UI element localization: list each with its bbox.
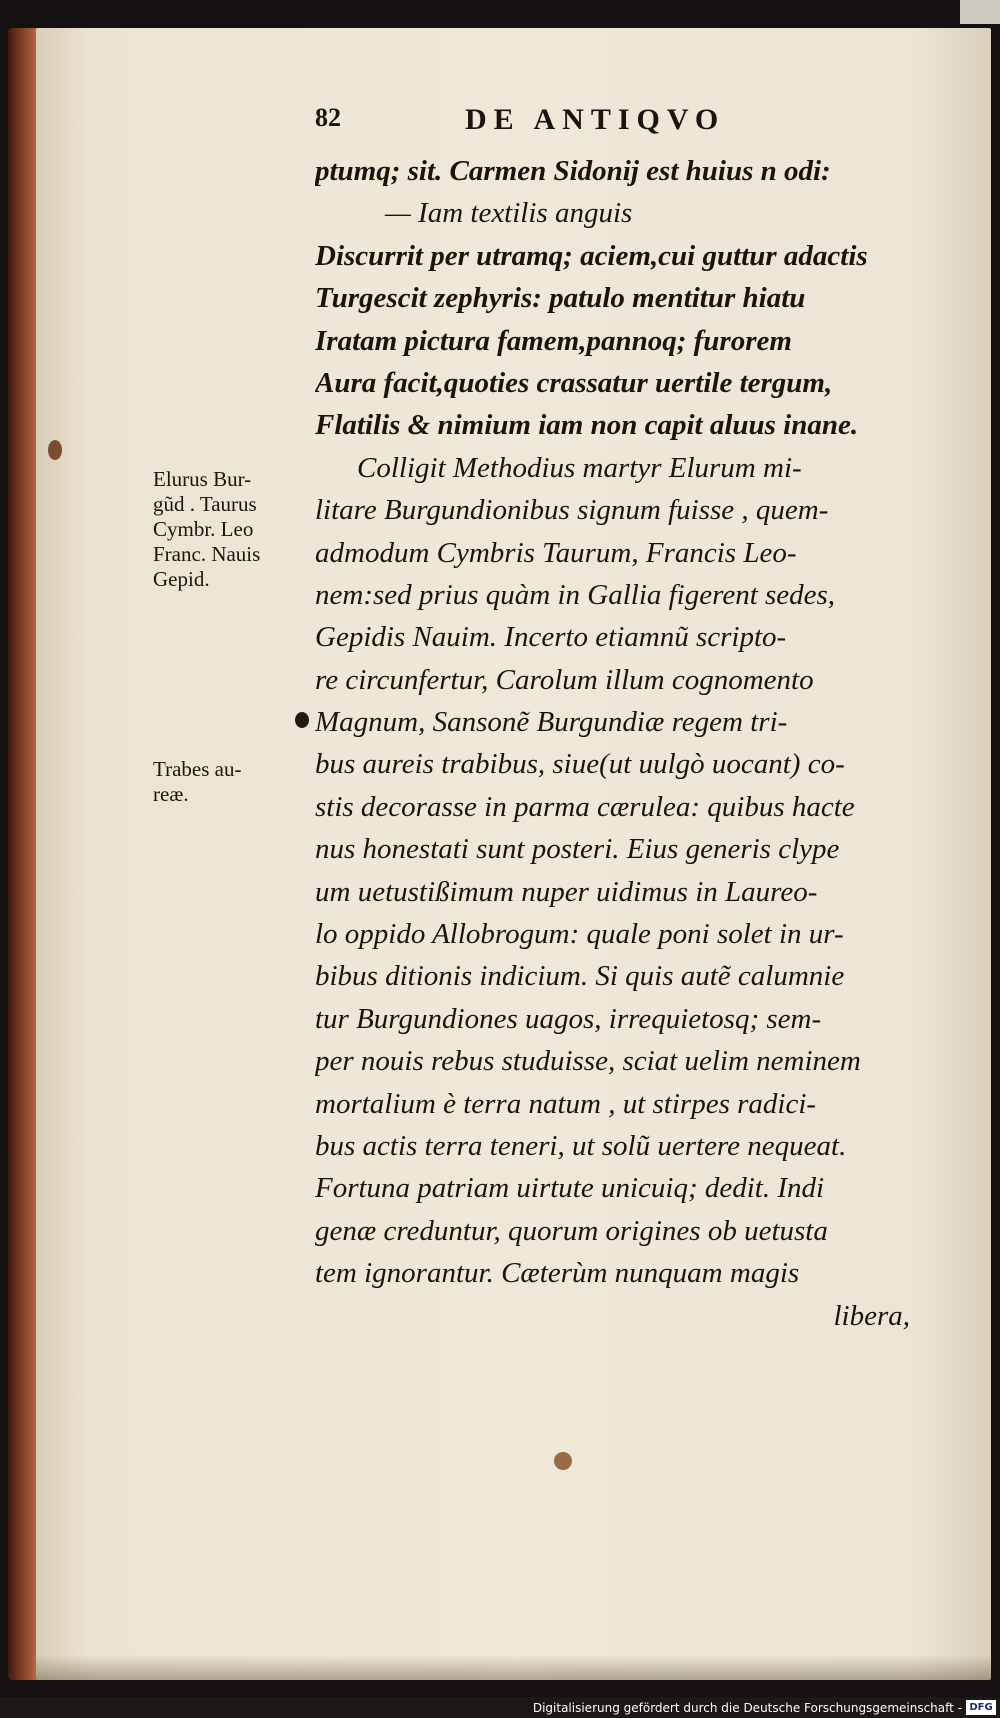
text-line: Turgescit zephyris: patulo mentitur hiatu [315,282,806,315]
margin-note-line: gũd . Taurus [153,492,257,516]
text-line: Discurrit per utramq; aciem,cui guttur adactis [315,239,868,272]
text-line: tur Burgundiones uagos, irrequietosq; sem- [315,1002,822,1035]
text-line: litare Burgundionibus signum fuisse , quem- [315,494,829,527]
catchword: libera, [833,1299,910,1332]
text-line: Flatilis & nimium iam non capit aluus inane. [315,409,859,442]
margin-note-line: Cymbr. Leo [153,517,254,541]
page-shadow [36,1655,991,1680]
margin-note-line: Franc. Nauis [153,542,261,566]
text-line: tem ignorantur. Cæterùm nunquam magis [315,1257,800,1290]
text-line: bus aureis trabibus, siue(ut uulgò uocant) co- [315,748,845,781]
text-line: ptumq; sit. Carmen Sidonij est huius n odi: [315,155,831,187]
text-line: Colligit Methodius martyr Elurum mi- [357,451,802,484]
text-line: bibus ditionis indicium. Si quis autẽ calumnie [315,960,845,993]
margin-note-line: Trabes au- [153,757,242,781]
text-line: Fortuna patriam uirtute unicuiq; dedit. Indi [315,1172,825,1205]
stain-dot [554,1452,572,1470]
text-line: lo oppido Allobrogum: quale poni solet in ur- [315,918,844,951]
text-line: mortalium è terra natum , ut stirpes radici- [315,1087,817,1120]
text-line: stis decorasse in parma cærulea: quibus hacte [315,790,855,823]
footer-credit: Digitalisierung gefördert durch die Deutsche Forschungsgemeinschaft - [532,1701,962,1715]
text-line: genæ creduntur, quorum origines ob uetusta [315,1214,828,1247]
margin-note-line: Gepid. [153,567,210,591]
margin-note-emblems [153,467,303,592]
ink-dot [295,712,309,728]
text-line: um uetustißimum nuper uidimus in Laureo- [315,875,818,908]
text-line: — Iam textilis anguis [385,197,633,230]
margin-note-trabes [153,757,303,807]
text-line: per nouis rebus studuisse, sciat uelim neminem [315,1045,861,1078]
main-text-block [315,150,940,1337]
dfg-logo: DFG [966,1700,996,1715]
text-line: re circunfertur, Carolum illum cognomento [315,663,814,696]
corner-tab [960,0,1000,24]
text-line: bus actis terra teneri, ut solũ uertere nequeat. [315,1129,847,1162]
page-number: 82 [315,103,341,132]
text-line: nus honestati sunt posteri. Eius generis clype [315,833,840,866]
text-line: admodum Cymbris Taurum, Francis Leo- [315,536,797,569]
binding-hole-top [48,440,62,460]
text-line: nem:sed prius quàm in Gallia figerent sedes, [315,578,836,611]
text-line: Aura facit,quoties crassatur uertile tergum, [315,366,833,399]
page-header [315,103,875,145]
text-line: Iratam pictura famem,pannoq; furorem [315,324,792,357]
margin-note-line: Elurus Bur- [153,467,252,491]
margin-note-line: reæ. [153,782,189,806]
text-line: Gepidis Nauim. Incerto etiamnũ scripto- [315,621,787,654]
text-line: Magnum, Sansonẽ Burgundiæ regem tri- [315,706,788,739]
running-head: DE ANTIQVO [465,103,726,136]
